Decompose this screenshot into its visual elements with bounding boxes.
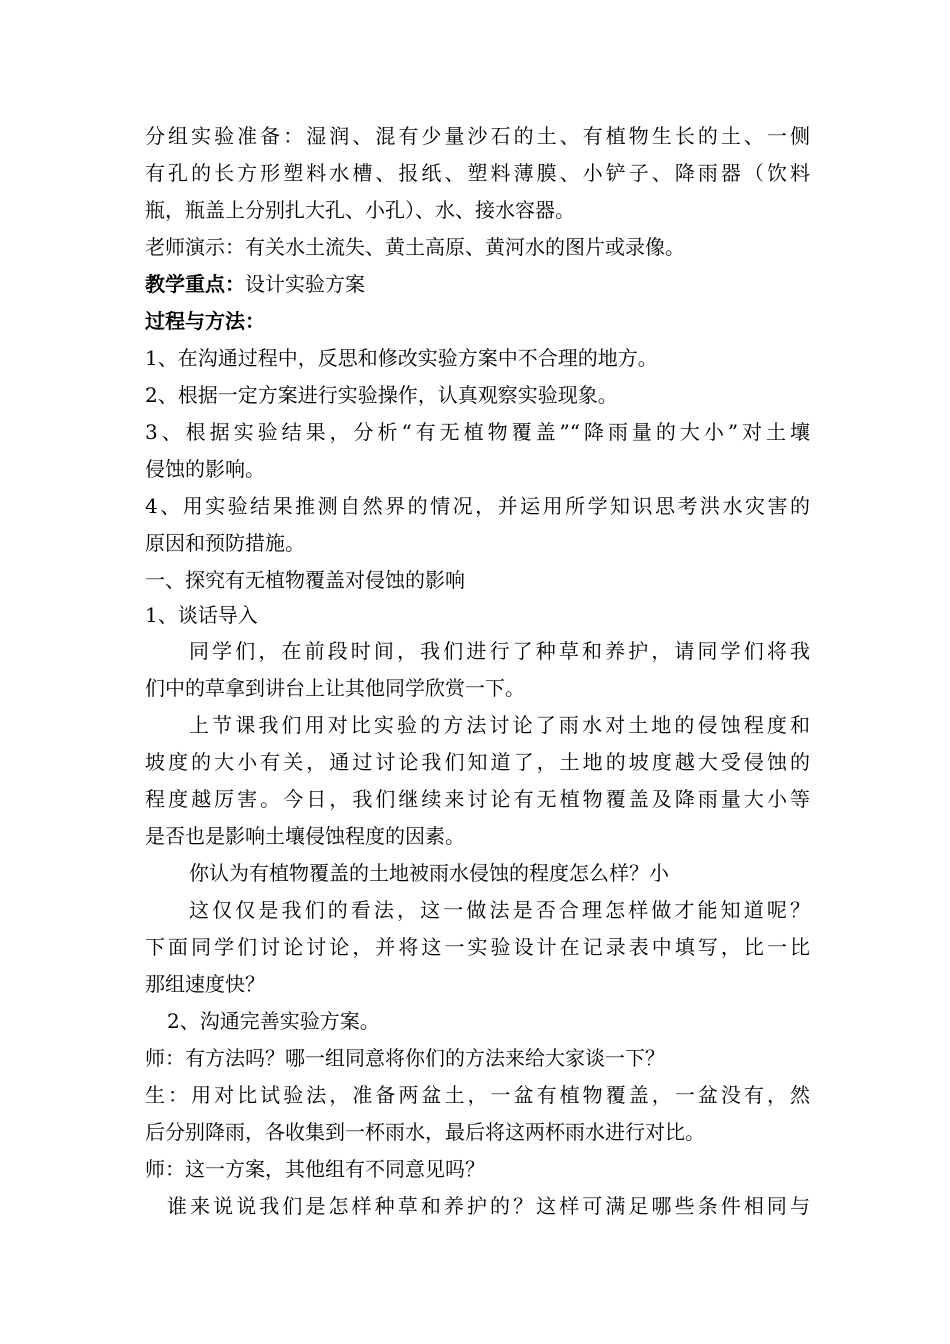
text-line: 3、根据实验结果，分析“有无植物覆盖”“降雨量的大小”对土壤 xyxy=(145,420,810,444)
text-line: 这仅仅是我们的看法，这一做法是否合理怎样做才能知道呢？ xyxy=(189,898,810,922)
text-line: 那组速度快？ xyxy=(145,972,265,996)
text-line: 坡度的大小有关，通过讨论我们知道了，土地的坡度越大受侵蚀的 xyxy=(145,750,810,774)
text-line: 1、谈话导入 xyxy=(145,603,258,627)
text-line: 同学们，在前段时间，我们进行了种草和养护，请同学们将我 xyxy=(189,639,810,663)
text-line: 师：这一方案，其他组有不同意见吗？ xyxy=(145,1157,485,1181)
text-line: 上节课我们用对比实验的方法讨论了雨水对土地的侵蚀程度和 xyxy=(189,713,810,737)
text-line: 分组实验准备：湿润、混有少量沙石的土、有植物生长的土、一侧 xyxy=(145,124,810,148)
text-line: 师：有方法吗？哪一组同意将你们的方法来给大家谈一下？ xyxy=(145,1046,665,1070)
key-point-label: 教学重点： xyxy=(145,272,245,296)
key-point-line xyxy=(145,266,810,302)
text-line: 后分别降雨，各收集到一杯雨水，最后将这两杯雨水进行对比。 xyxy=(145,1120,705,1144)
text-line: 原因和预防措施。 xyxy=(145,531,305,555)
text-line: 2、沟通完善实验方案。 xyxy=(167,1009,380,1033)
text-line: 谁来说说我们是怎样种草和养护的？这样可满足哪些条件相同与 xyxy=(167,1194,810,1218)
text-line: 生：用对比试验法，准备两盆土，一盆有植物覆盖，一盆没有，然 xyxy=(145,1083,810,1107)
text-line: 4、用实验结果推测自然界的情况，并运用所学知识思考洪水灾害的 xyxy=(145,494,810,518)
text-line: 程度越厉害。今日，我们继续来讨论有无植物覆盖及降雨量大小等 xyxy=(145,787,810,811)
text-line: 一、探究有无植物覆盖对侵蚀的影响 xyxy=(145,568,465,592)
text-line: 有孔的长方形塑料水槽、报纸、塑料薄膜、小铲子、降雨器（饮料 xyxy=(145,161,810,185)
text-line: 1、在沟通过程中，反思和修改实验方案中不合理的地方。 xyxy=(145,346,658,370)
text-line: 2、根据一定方案进行实验操作，认真观察实验现象。 xyxy=(145,383,618,407)
text-line: 下面同学们讨论讨论，并将这一实验设计在记录表中填写，比一比 xyxy=(145,935,810,959)
section-heading: 过程与方法： xyxy=(145,309,265,333)
key-point-text: 设计实验方案 xyxy=(245,272,365,296)
text-line: 你认为有植物覆盖的土地被雨水侵蚀的程度怎么样？小 xyxy=(189,861,669,885)
text-line: 瓶，瓶盖上分别扎大孔、小孔）、水、接水容器。 xyxy=(145,198,575,222)
text-line: 们中的草拿到讲台上让其他同学欣赏一下。 xyxy=(145,676,525,700)
text-line: 是否也是影响土壤侵蚀程度的因素。 xyxy=(145,824,465,848)
text-line: 老师演示：有关水土流失、黄土高原、黄河水的图片或录像。 xyxy=(145,235,685,259)
text-line: 侵蚀的影响。 xyxy=(145,457,265,481)
